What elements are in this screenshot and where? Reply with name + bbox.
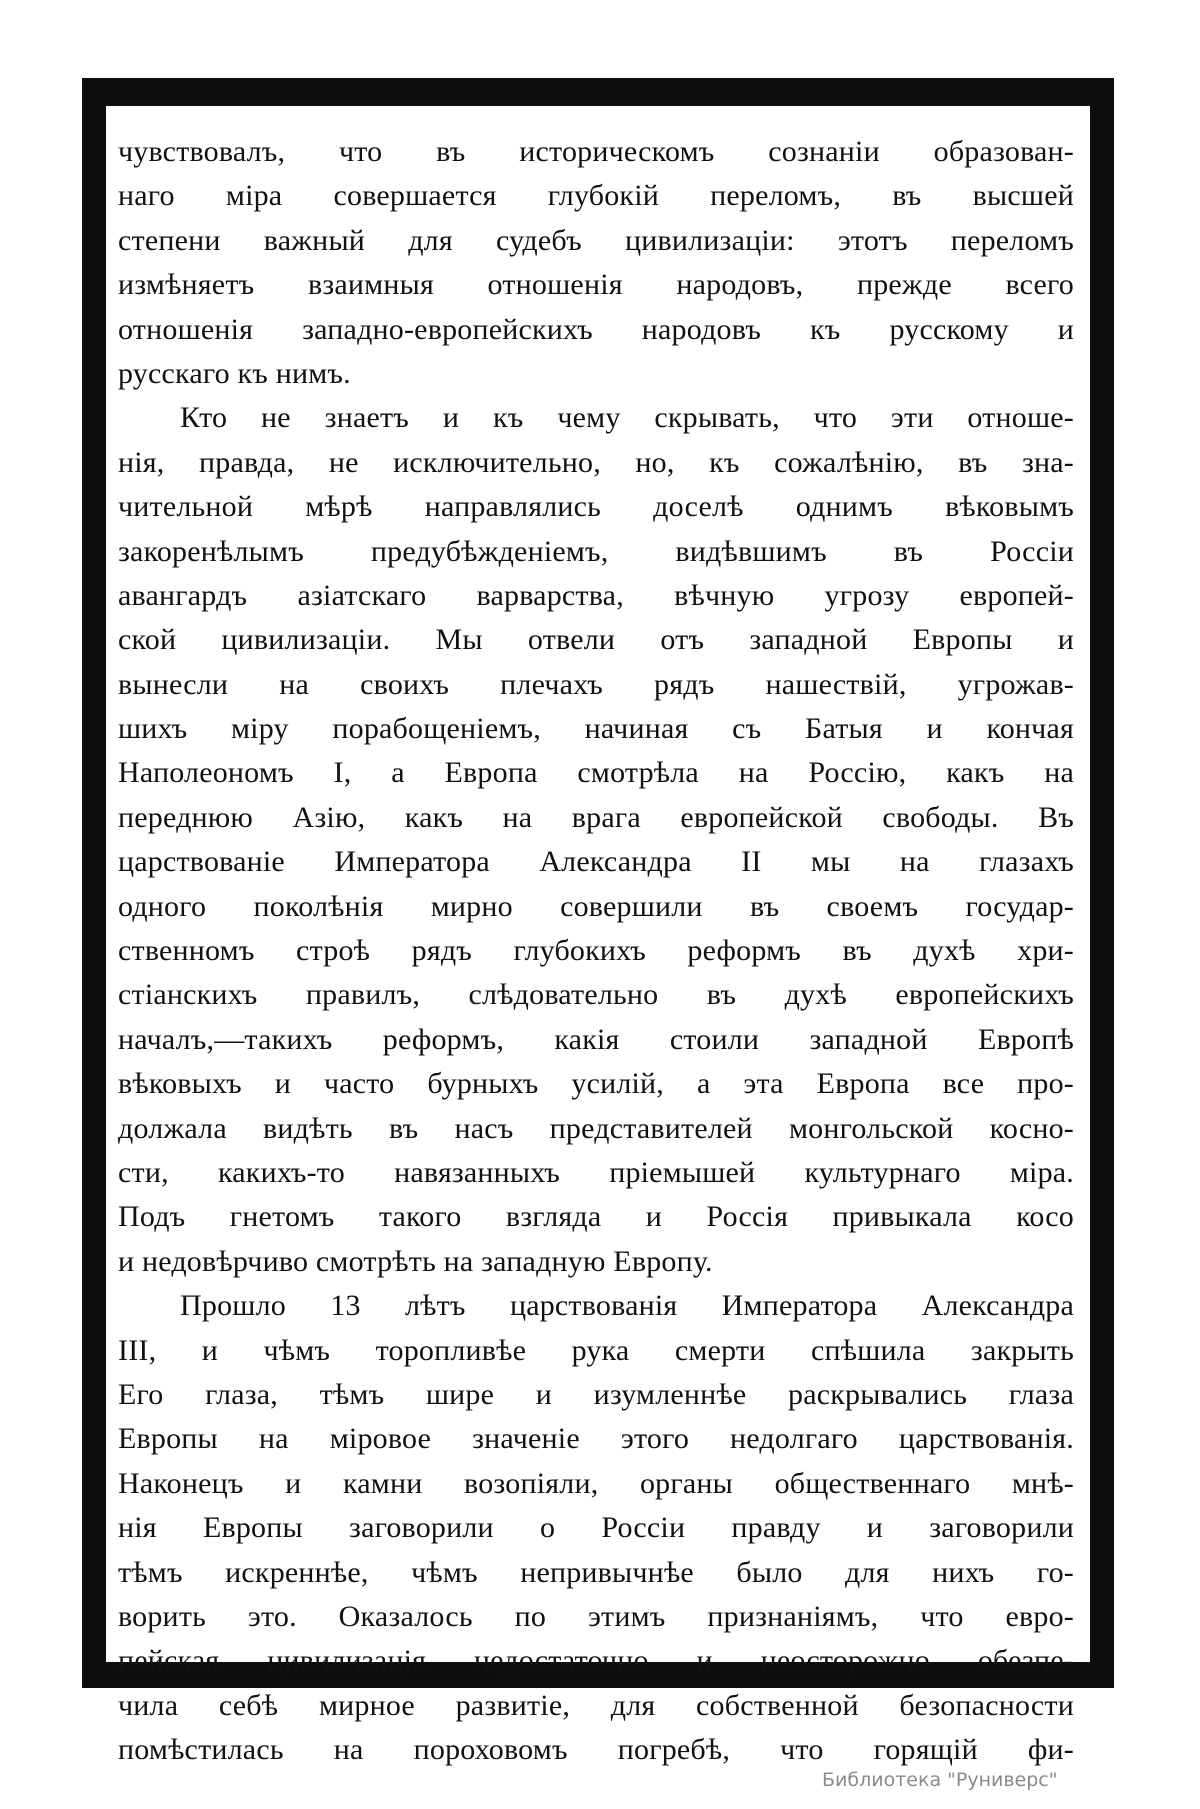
page-frame [82, 78, 1114, 1767]
text-line: должала видѣть въ насъ представителей монгольской косно- [118, 1111, 1074, 1145]
text-line: ской цивилизацiи. Мы отвели отъ западной Европы и [118, 623, 1074, 657]
text-line: III, и чѣмъ торопливѣе рука смерти спѣшила закрыть [118, 1333, 1074, 1367]
text-line: отношенiя западно-европейскихъ народовъ къ русскому и [118, 312, 1074, 346]
text-line: вынесли на своихъ плечахъ рядъ нашествiй, угрожав- [118, 667, 1074, 701]
text-line: чительной мѣрѣ направлялись доселѣ однимъ вѣковымъ [118, 490, 1074, 524]
text-line: ственномъ строѣ рядъ глубокихъ реформъ въ духѣ хри- [118, 934, 1074, 968]
text-line: вѣковыхъ и часто бурныхъ усилiй, а эта Европа все про- [118, 1067, 1074, 1101]
text-line: помѣстилась на пороховомъ погребѣ, что горящiй фи- [118, 1733, 1074, 1767]
text-line: царствованiе Императора Александра II мы на глазахъ [118, 845, 1074, 879]
text-line: шихъ мiру порабощенiемъ, начиная съ Батыя и кончая [118, 712, 1074, 746]
text-line: ворить это. Оказалось по этимъ признанiямъ, что евро- [118, 1599, 1074, 1633]
text-line: Наконецъ и камни возопiяли, органы общественнаго мнѣ- [118, 1466, 1074, 1500]
text-line: чувствовалъ, что въ историческомъ сознанiи образован- [118, 135, 1074, 168]
text-line: чила себѣ мирное развитiе, для собственной безопасности [118, 1688, 1074, 1722]
text-line: тѣмъ искреннѣе, чѣмъ непривычнѣе было для нихъ го- [118, 1555, 1074, 1589]
text-line: измѣняетъ взаимныя отношенiя народовъ, прежде всего [118, 268, 1074, 302]
text-line: стiанскихъ правилъ, слѣдовательно въ духѣ европейскихъ [118, 978, 1074, 1012]
library-watermark: Библиотека "Руниверс" [822, 1769, 1058, 1791]
text-line: одного поколѣнiя мирно совершили въ своемъ государ- [118, 889, 1074, 923]
text-line: Прошло 13 лѣтъ царствованiя Императора Александра [180, 1289, 1074, 1323]
text-line: Европы на мiровое значенiе этого недолгаго царствованiя. [118, 1422, 1074, 1456]
text-line: степени важный для судебъ цивилизацiи: этотъ переломъ [118, 223, 1074, 257]
text-line: русскаго къ нимъ. [118, 356, 351, 390]
text-line: нiя Европы заговорили о Россiи правду и заговорили [118, 1511, 1074, 1545]
text-line: сти, какихъ-то навязанныхъ прiемышей культурнаго мiра. [118, 1155, 1074, 1189]
text-line: Кто не знаетъ и къ чему скрывать, что эти отноше- [180, 401, 1074, 435]
text-line: и недовѣрчиво смотрѣть на западную Европу. [118, 1244, 713, 1278]
text-line: переднюю Азiю, какъ на врага европейской свободы. Въ [118, 800, 1074, 834]
text-line: Наполеономъ I, а Европа смотрѣла на Россiю, какъ на [118, 756, 1074, 790]
text-line: Его глаза, тѣмъ шире и изумленнѣе раскрывались глаза [118, 1377, 1074, 1411]
text-line: пейская цивилизацiя недостаточно и неосторожно обезпе- [118, 1644, 1074, 1678]
text-line: наго мiра совершается глубокiй переломъ, въ высшей [118, 179, 1074, 213]
text-line: началъ,—такихъ реформъ, какiя стоили западной Европѣ [118, 1022, 1074, 1056]
text-block [118, 130, 1074, 1772]
page-content [106, 106, 1090, 1767]
text-line: нiя, правда, не исключительно, но, къ сожалѣнiю, въ зна- [118, 445, 1074, 479]
text-line: Подъ гнетомъ такого взгляда и Россiя привыкала косо [118, 1200, 1074, 1234]
text-line: закоренѣлымъ предубѣжденiемъ, видѣвшимъ въ Россiи [118, 534, 1074, 568]
text-line: авангардъ азiатскаго варварства, вѣчную угрозу европей- [118, 578, 1074, 612]
